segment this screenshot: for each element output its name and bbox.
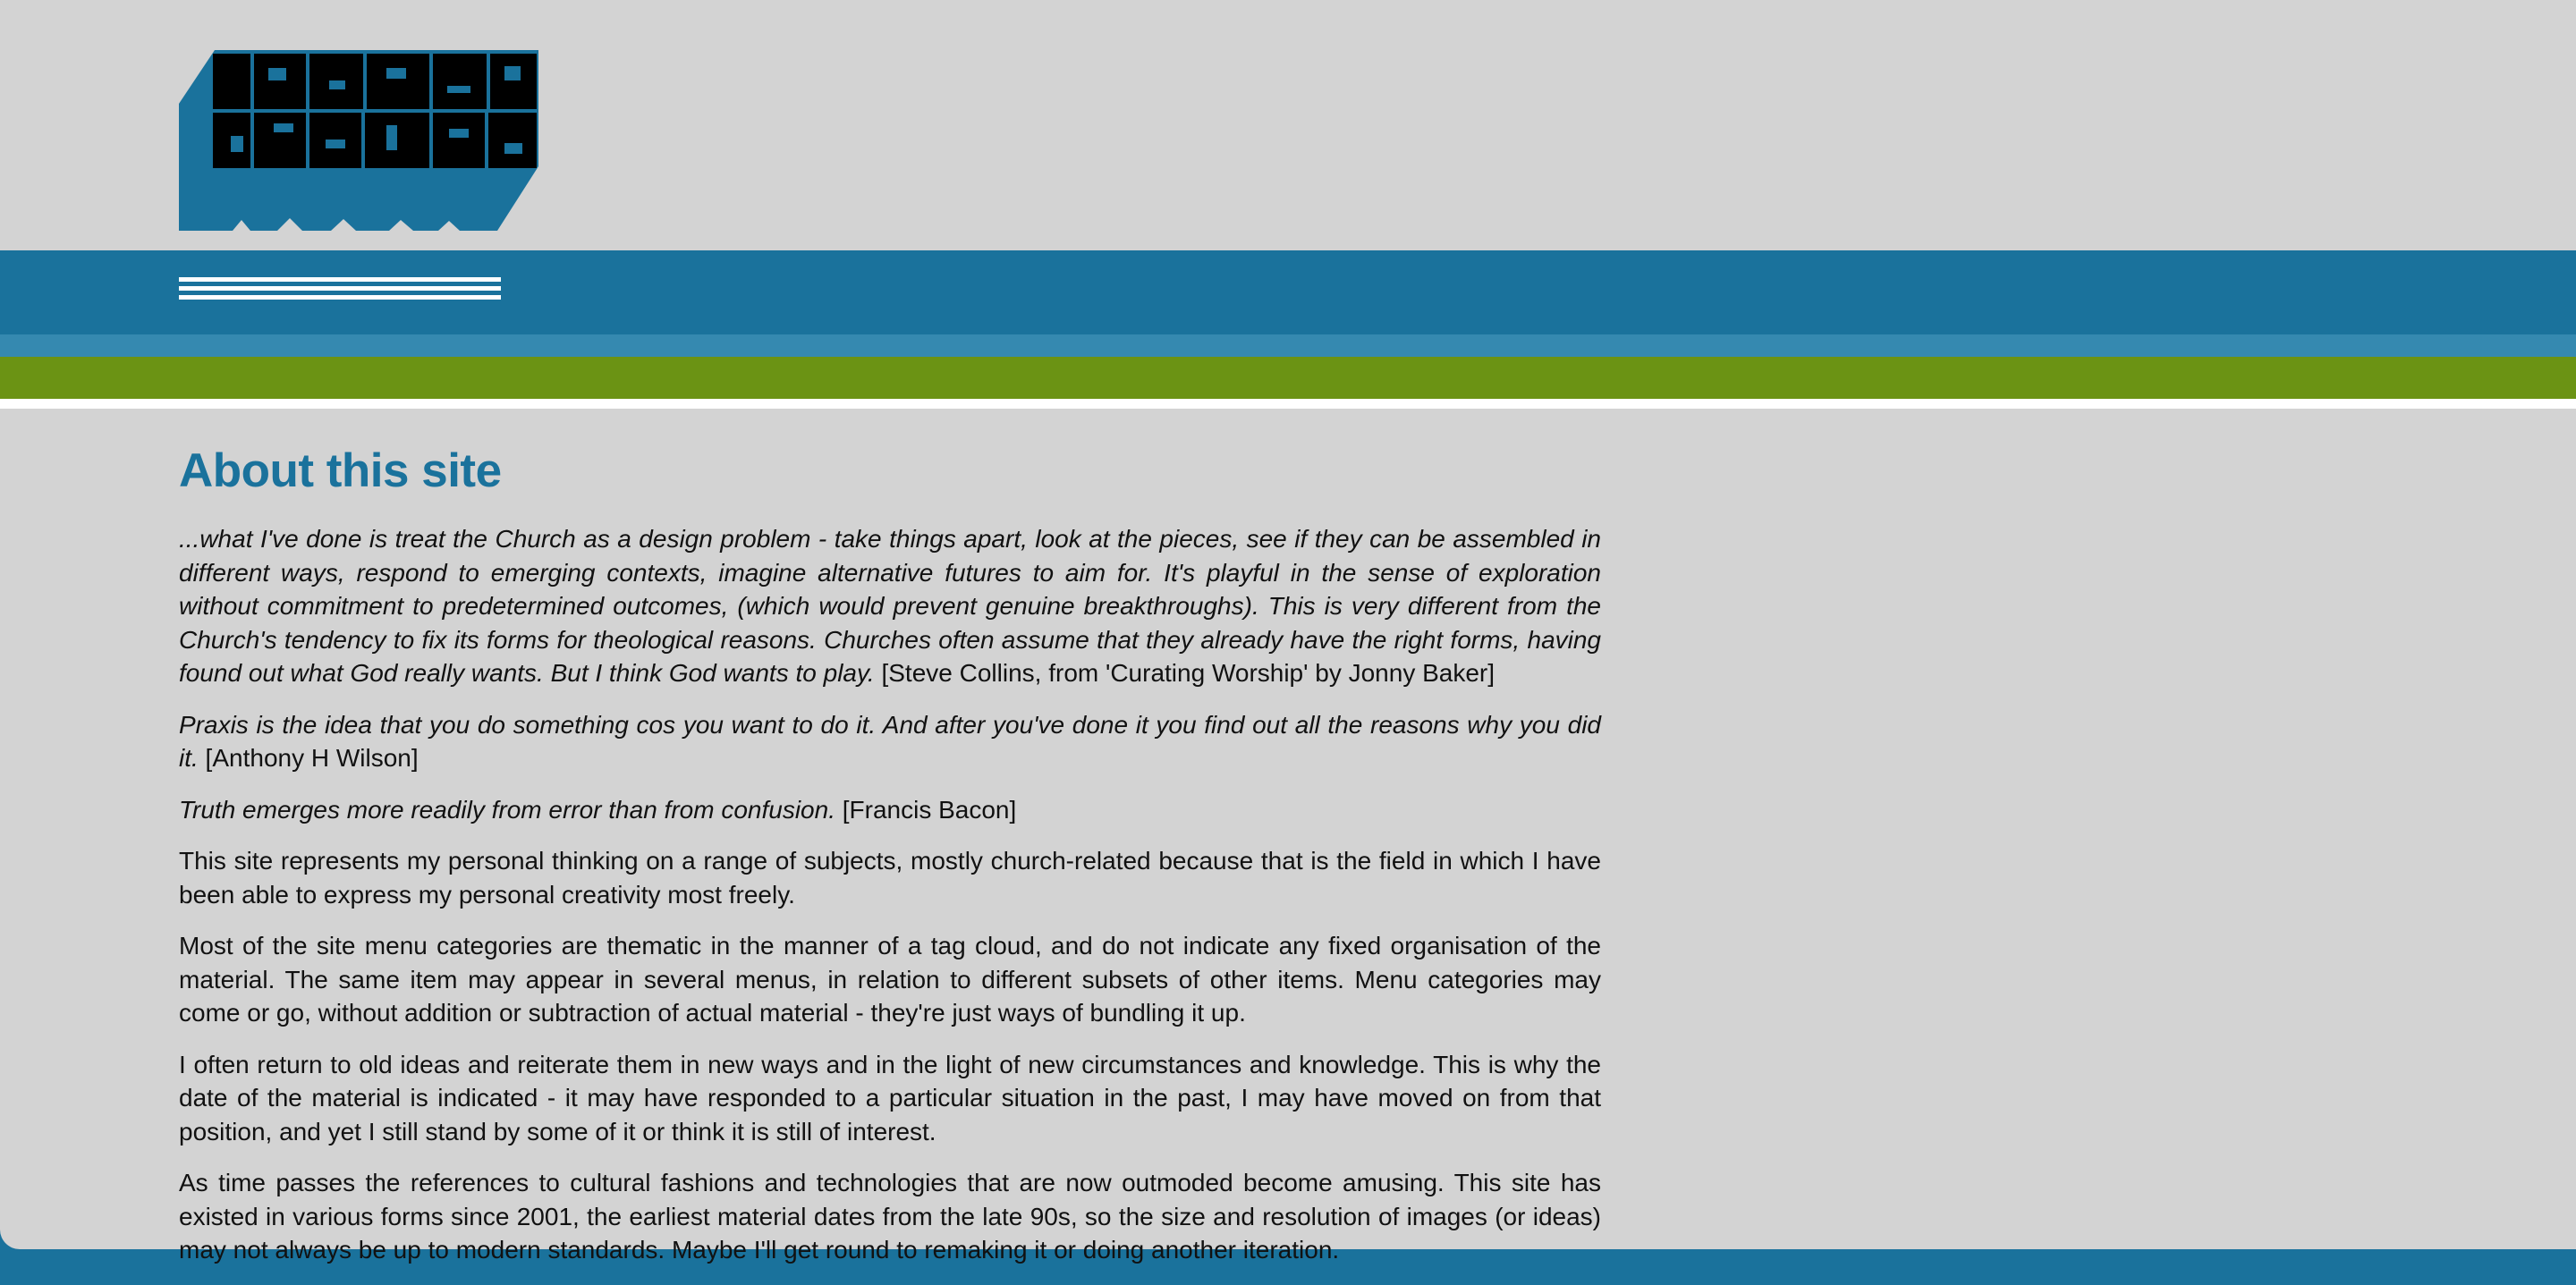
quote-paragraph bbox=[179, 522, 1601, 690]
quote-text: ...what I've done is treat the Church as a design problem - take things apart, look at the pieces, see if they can be assembled in different ways, respond to emerging contexts, imagine alternative futures to aim for. It's playful in the sense of exploration without commitment to predetermined outcomes, (which would prevent genuine breakthroughs). This is very different from the Church's tendency to fix its forms for theological reasons. Churches often assume that they already have the right forms, having found out what God really wants. But I think God wants to play. bbox=[179, 525, 1601, 687]
quote-attribution: [Anthony H Wilson] bbox=[198, 744, 419, 772]
quote-text: Praxis is the idea that you do something cos you want to do it. And after you've done it you find out all the reasons why you did it. bbox=[179, 710, 1601, 772]
header-stripe-white bbox=[0, 399, 2576, 409]
site-logo[interactable] bbox=[179, 50, 538, 231]
header-stripe-light-blue bbox=[0, 334, 2576, 357]
main-content bbox=[179, 436, 1601, 1285]
quote-paragraph bbox=[179, 708, 1601, 775]
body-paragraph: This site represents my personal thinking on a range of subjects, mostly church-related because that is the field in which I have been able to express my personal creativity most freely. bbox=[179, 847, 1601, 909]
body-paragraph: I often return to old ideas and reiterate them in new ways and in the light of new circumstances and knowledge. This is why the date of the material is indicated - it may have responded to a particular situation in the past, I may have moved on from that position, and yet I still stand by some of it or think it is still of interest. bbox=[179, 1050, 1601, 1146]
quote-text: Truth emerges more readily from error than from confusion. bbox=[179, 795, 835, 824]
quote-paragraph bbox=[179, 793, 1601, 827]
page-title: About this site bbox=[179, 444, 502, 497]
praxis-logo-icon bbox=[179, 50, 538, 231]
body-paragraph: Most of the site menu categories are thematic in the manner of a tag cloud, and do not indicate any fixed organisation of the material. The same item may appear in several menus, in relation to different subsets of other items. Menu categories may come or go, without addition or subtraction of actual material - they're just ways of bundling it up. bbox=[179, 932, 1601, 1027]
hamburger-menu-icon bbox=[179, 277, 501, 282]
hamburger-menu-icon-line bbox=[179, 286, 501, 291]
quote-attribution: [Steve Collins, from 'Curating Worship' by Jonny Baker] bbox=[874, 659, 1496, 687]
menu-button[interactable] bbox=[179, 277, 501, 306]
quote-attribution: [Francis Bacon] bbox=[835, 795, 1017, 824]
hamburger-menu-icon-line bbox=[179, 295, 501, 300]
body-paragraph: As time passes the references to cultural fashions and technologies that are now outmoded become amusing. This site has existed in various forms since 2001, the earliest material dates from the late 90s, so the size and resolution of images (or ideas) may not always be up to modern standards. Maybe I'll get round to remaking it or doing another iteration. bbox=[179, 1169, 1601, 1264]
header-stripe-green bbox=[0, 357, 2576, 399]
